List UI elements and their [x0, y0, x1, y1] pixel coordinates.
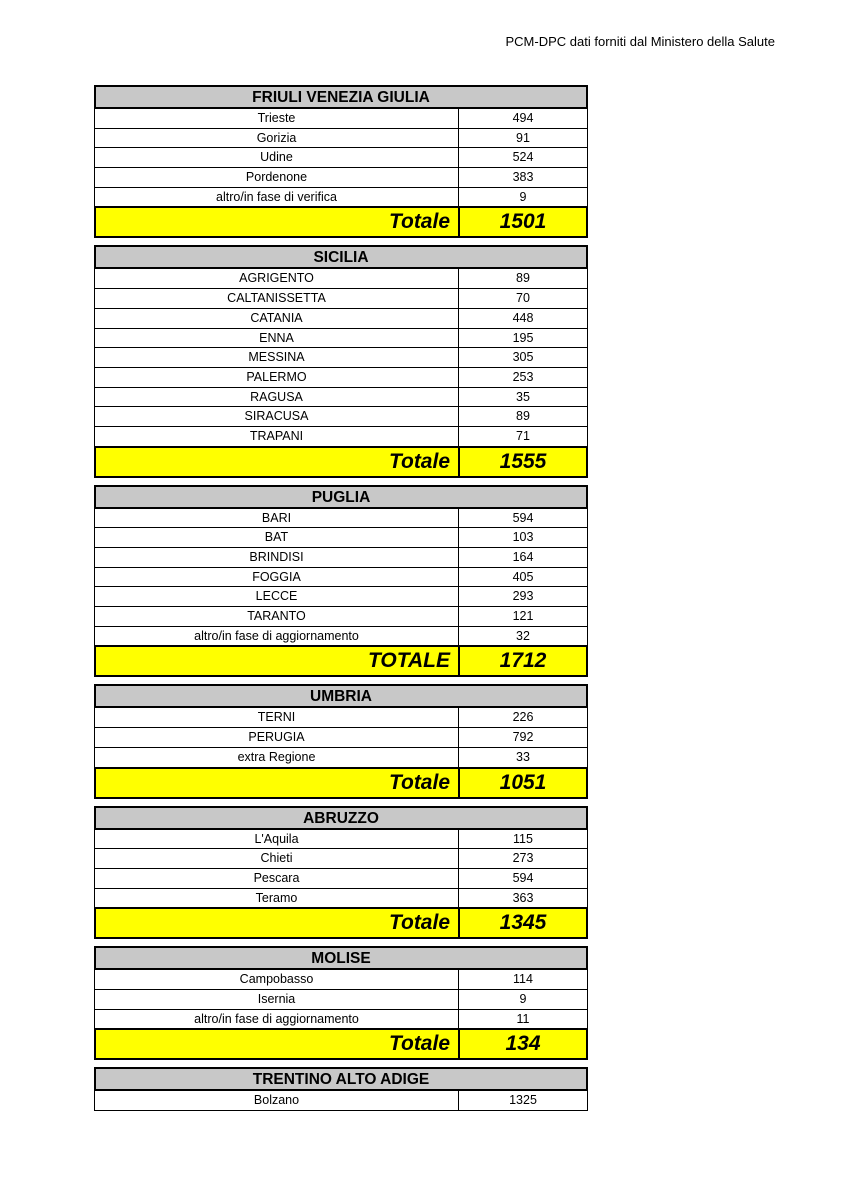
table-row	[94, 1010, 588, 1030]
case-count: 363	[512, 890, 534, 905]
total-value: 1555	[499, 449, 547, 473]
province-name: Gorizia	[95, 129, 459, 148]
case-count: 89	[516, 409, 530, 424]
case-count: 305	[512, 350, 534, 365]
table-row	[94, 869, 588, 889]
case-count: 164	[512, 550, 534, 564]
total-label: Totale	[96, 448, 460, 476]
total-value: 134	[505, 1032, 541, 1056]
province-name: TERNI	[95, 708, 459, 727]
case-count: 11	[516, 1011, 530, 1026]
case-count: 226	[512, 710, 534, 725]
region-table	[94, 806, 588, 940]
case-count: 103	[512, 530, 534, 545]
province-name: PERUGIA	[95, 728, 459, 747]
province-name: altro/in fase di aggiornamento	[95, 627, 459, 646]
table-row	[94, 109, 588, 129]
province-name: TRAPANI	[95, 427, 459, 446]
case-count: 273	[512, 851, 534, 866]
total-value: 1345	[499, 911, 547, 935]
province-name: AGRIGENTO	[95, 269, 459, 288]
province-name: Bolzano	[95, 1091, 459, 1110]
case-count: 594	[512, 870, 534, 885]
case-count: 494	[512, 111, 534, 125]
case-count: 33	[516, 749, 530, 764]
province-name: CALTANISSETTA	[95, 289, 459, 308]
total-row	[94, 646, 588, 677]
region-title: ABRUZZO	[94, 806, 588, 830]
table-row	[94, 830, 588, 850]
table-row	[94, 748, 588, 768]
province-name: BAT	[95, 528, 459, 547]
province-name: TARANTO	[95, 607, 459, 626]
case-count: 70	[516, 291, 530, 306]
province-name: Udine	[95, 148, 459, 167]
province-name: L'Aquila	[95, 830, 459, 849]
table-row	[94, 388, 588, 408]
table-row	[94, 188, 588, 208]
total-row	[94, 908, 588, 939]
case-count: 91	[516, 130, 530, 145]
table-row	[94, 289, 588, 309]
table-row	[94, 728, 588, 748]
total-label: Totale	[96, 1030, 460, 1058]
total-row	[94, 207, 588, 238]
table-row	[94, 309, 588, 329]
province-name: CATANIA	[95, 309, 459, 328]
table-row	[94, 528, 588, 548]
region-title: FRIULI VENEZIA GIULIA	[94, 85, 588, 109]
case-count: 89	[516, 271, 530, 286]
province-name: ENNA	[95, 329, 459, 348]
table-row	[94, 1091, 588, 1111]
case-count: 524	[512, 150, 534, 165]
total-row	[94, 447, 588, 478]
page-header-source: PCM-DPC dati forniti dal Ministero della Salute	[505, 34, 775, 49]
table-row	[94, 269, 588, 289]
case-count: 195	[512, 330, 534, 345]
region-title: UMBRIA	[94, 684, 588, 708]
province-name: extra Regione	[95, 748, 459, 767]
total-label: Totale	[96, 769, 460, 797]
table-row	[94, 329, 588, 349]
table-row	[94, 148, 588, 168]
region-title: TRENTINO ALTO ADIGE	[94, 1067, 588, 1091]
case-count: 115	[513, 831, 533, 846]
case-count: 293	[512, 589, 534, 604]
table-row	[94, 627, 588, 647]
table-row	[94, 568, 588, 588]
region-table	[94, 485, 588, 678]
table-row	[94, 889, 588, 909]
total-label: Totale	[96, 909, 460, 937]
province-name: RAGUSA	[95, 388, 459, 407]
table-row	[94, 587, 588, 607]
case-count: 448	[512, 310, 534, 325]
province-name: Pordenone	[95, 168, 459, 187]
case-count: 594	[512, 510, 534, 525]
province-name: altro/in fase di verifica	[95, 188, 459, 207]
table-row	[94, 970, 588, 990]
case-count: 9	[519, 189, 527, 204]
table-row	[94, 407, 588, 427]
province-name: PALERMO	[95, 368, 459, 387]
case-count: 71	[516, 428, 530, 443]
province-name: BRINDISI	[95, 548, 459, 567]
table-row	[94, 607, 588, 627]
table-row	[94, 990, 588, 1010]
table-row	[94, 708, 588, 728]
province-name: Pescara	[95, 869, 459, 888]
total-value: 1051	[499, 770, 547, 794]
total-label: TOTALE	[96, 647, 460, 675]
province-name: Campobasso	[95, 970, 459, 989]
case-count: 405	[512, 569, 534, 584]
case-count: 121	[512, 609, 534, 624]
region-table	[94, 946, 588, 1060]
region-table	[94, 1067, 588, 1111]
case-count: 9	[519, 991, 527, 1006]
table-row	[94, 168, 588, 188]
total-value: 1501	[499, 210, 547, 234]
case-count: 35	[516, 389, 530, 404]
province-name: SIRACUSA	[95, 407, 459, 426]
total-label: Totale	[96, 208, 460, 236]
region-table	[94, 684, 588, 798]
table-row	[94, 368, 588, 388]
region-tables	[94, 85, 588, 1118]
province-name: BARI	[95, 509, 459, 528]
province-name: Chieti	[95, 849, 459, 868]
region-title: PUGLIA	[94, 485, 588, 509]
region-title: MOLISE	[94, 946, 588, 970]
province-name: MESSINA	[95, 348, 459, 367]
table-row	[94, 548, 588, 568]
province-name: Trieste	[95, 109, 459, 128]
region-title: SICILIA	[94, 245, 588, 269]
table-row	[94, 348, 588, 368]
case-count: 253	[512, 369, 534, 384]
province-name: altro/in fase di aggiornamento	[95, 1010, 459, 1029]
case-count: 114	[513, 972, 533, 987]
region-table	[94, 85, 588, 238]
case-count: 792	[512, 730, 534, 745]
province-name: Teramo	[95, 889, 459, 908]
table-row	[94, 129, 588, 149]
province-name: LECCE	[95, 587, 459, 606]
region-table	[94, 245, 588, 477]
province-name: Isernia	[95, 990, 459, 1009]
total-value: 1712	[499, 649, 547, 673]
table-row	[94, 849, 588, 869]
case-count: 32	[516, 628, 530, 643]
total-row	[94, 1029, 588, 1060]
total-row	[94, 768, 588, 799]
table-row	[94, 427, 588, 447]
case-count: 1325	[509, 1093, 537, 1108]
table-row	[94, 509, 588, 529]
province-name: FOGGIA	[95, 568, 459, 587]
case-count: 383	[512, 170, 534, 185]
